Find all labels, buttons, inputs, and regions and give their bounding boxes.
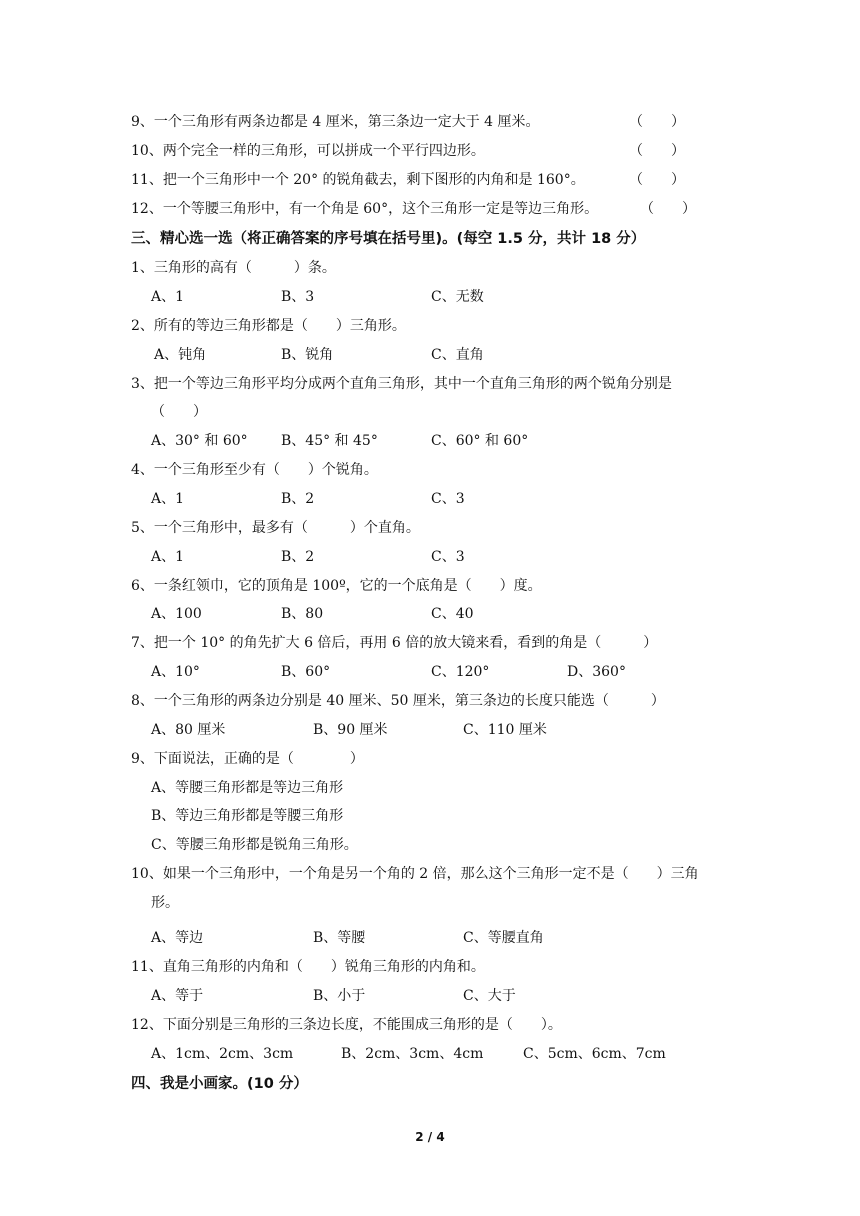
choice-11-option-a: A、等于 <box>151 988 204 1004</box>
choice-question-3: 3、把一个等边三角形平均分成两个直角三角形，其中一个直角三角形的两个锐角分别是 <box>131 376 672 392</box>
choice-1-option-a: A、1 <box>151 289 185 305</box>
choice-12-option-b: B、2cm、3cm、4cm <box>341 1046 484 1062</box>
choice-4-option-a: A、1 <box>151 491 185 507</box>
judge-item-10: 10、两个完全一样的三角形，可以拼成一个平行四边形。 <box>131 143 485 159</box>
choice-12-option-c: C、5cm、6cm、7cm <box>523 1046 666 1062</box>
choice-question-10: 10、如果一个三角形中，一个角是另一个角的 2 倍，那么这个三角形一定不是（ ）三角 <box>131 866 699 882</box>
choice-3-option-a: A、30° 和 60° <box>151 433 248 449</box>
choice-4-option-c: C、3 <box>431 491 465 507</box>
judge-item-11: 11、把一个三角形中一个 20° 的锐角截去，剩下图形的内角和是 160°。 <box>131 172 585 188</box>
choice-12-option-a: A、1cm、2cm、3cm <box>151 1046 294 1062</box>
page-number: 2 / 4 <box>415 1130 445 1144</box>
choice-question-11: 11、直角三角形的内角和（ ）锐角三角形的内角和。 <box>131 959 485 975</box>
choice-2-option-b: B、锐角 <box>281 347 334 363</box>
choice-question-2: 2、所有的等边三角形都是（ ）三角形。 <box>131 318 406 334</box>
choice-10-option-b: B、等腰 <box>313 930 366 946</box>
choice-question-6: 6、一条红领巾，它的顶角是 100º，它的一个底角是（ ）度。 <box>131 578 542 594</box>
judge-item-9: 9、一个三角形有两条边都是 4 厘米，第三条边一定大于 4 厘米。 <box>131 114 540 130</box>
choice-2-option-c: C、直角 <box>431 347 484 363</box>
choice-9-option-b: B、等边三角形都是等腰三角形 <box>151 808 344 824</box>
judge-answer-10[interactable]: （ ） <box>629 143 685 159</box>
choice-5-option-c: C、3 <box>431 549 465 565</box>
choice-question-12: 12、下面分别是三角形的三条边长度，不能围成三角形的是（ ）。 <box>131 1017 562 1033</box>
choice-4-option-b: B、2 <box>281 491 315 507</box>
choice-9-option-a: A、等腰三角形都是等边三角形 <box>151 780 344 796</box>
choice-7-option-a: A、10° <box>151 664 200 680</box>
choice-8-option-c: C、110 厘米 <box>463 722 547 738</box>
choice-11-option-c: C、大于 <box>463 988 516 1004</box>
choice-8-option-b: B、90 厘米 <box>313 722 388 738</box>
choice-6-option-b: B、80 <box>281 606 324 622</box>
choice-question-9: 9、下面说法，正确的是（ ） <box>131 751 364 767</box>
judge-item-12: 12、一个等腰三角形中，有一个角是 60°，这个三角形一定是等边三角形。 <box>131 201 599 217</box>
judge-answer-12[interactable]: （ ） <box>640 201 696 217</box>
choice-5-option-a: A、1 <box>151 549 185 565</box>
choice-9-option-c: C、等腰三角形都是锐角三角形。 <box>151 837 358 853</box>
choice-7-option-c: C、120° <box>431 664 490 680</box>
choice-1-option-c: C、无数 <box>431 289 484 305</box>
choice-10-option-c: C、等腰直角 <box>463 930 544 946</box>
choice-6-option-c: C、40 <box>431 606 474 622</box>
judge-answer-11[interactable]: （ ） <box>629 172 685 188</box>
choice-question-5: 5、一个三角形中，最多有（ ）个直角。 <box>131 520 420 536</box>
choice-question-4: 4、一个三角形至少有（ ）个锐角。 <box>131 462 378 478</box>
choice-10-option-a: A、等边 <box>151 930 204 946</box>
choice-7-option-b: B、60° <box>281 664 331 680</box>
choice-6-option-a: A、100 <box>151 606 202 622</box>
choice-5-option-b: B、2 <box>281 549 315 565</box>
choice-question-3-paren[interactable]: （ ） <box>151 404 207 420</box>
choice-3-option-b: B、45° 和 45° <box>281 433 378 449</box>
choice-1-option-b: B、3 <box>281 289 315 305</box>
section-4-title: 四、我是小画家。(10 分） <box>131 1076 308 1092</box>
choice-2-option-a: A、钝角 <box>154 347 207 363</box>
choice-question-10-cont: 形。 <box>151 895 179 911</box>
choice-question-8: 8、一个三角形的两条边分别是 40 厘米、50 厘米，第三条边的长度只能选（ ） <box>131 693 665 709</box>
choice-8-option-a: A、80 厘米 <box>151 722 226 738</box>
choice-question-1: 1、三角形的高有（ ）条。 <box>131 260 336 276</box>
choice-question-7: 7、把一个 10° 的角先扩大 6 倍后，再用 6 倍的放大镜来看，看到的角是（ ） <box>131 635 658 651</box>
choice-3-option-c: C、60° 和 60° <box>431 433 529 449</box>
choice-11-option-b: B、小于 <box>313 988 366 1004</box>
section-3-title: 三、精心选一选（将正确答案的序号填在括号里)。(每空 1.5 分，共计 18 分） <box>131 231 646 247</box>
judge-answer-9[interactable]: （ ） <box>629 114 685 130</box>
choice-7-option-d: D、360° <box>567 664 626 680</box>
